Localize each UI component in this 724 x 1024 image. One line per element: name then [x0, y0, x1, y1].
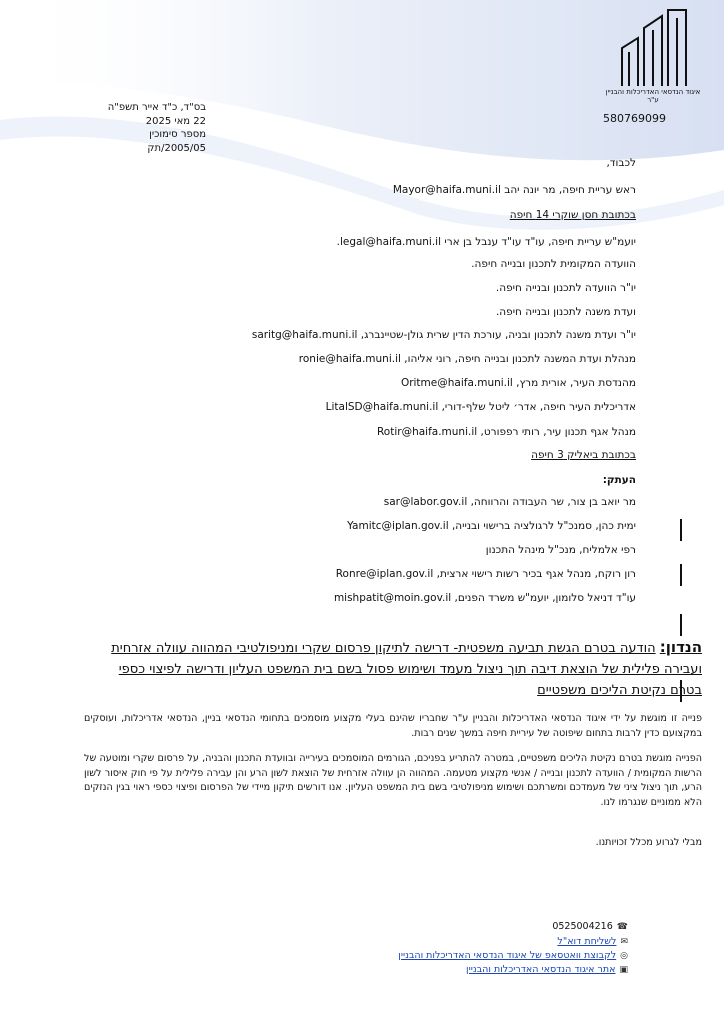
- association-status-line: ע"ר: [647, 96, 659, 104]
- phone-icon: ☎: [616, 922, 628, 932]
- copy-label: העתק:: [602, 474, 636, 486]
- reference-number: מספר סימוכין 2005/05/תק: [147, 129, 206, 154]
- copy-line: ימית כהן, סמנכ"ל לרגולציה ברישוי ובנייה, Yamitc@iplan.gov.il: [347, 520, 636, 532]
- contact-whatsapp[interactable]: [398, 949, 628, 963]
- addressee-line: יו"ר הוועדה לתכנון ובנייה חיפה.: [495, 282, 636, 294]
- margin-change-bar: [680, 519, 682, 541]
- body-paragraph: הפנייה מוגשת בטרם נקיטת הליכים משפטיים, במטרה להתריע בפניכם, הגורמים המוסמכים בעירייה ובוועדת התכנון והבניה, על פרסום שקרי ומוטעה של הרשות המקומית / הוועדה לתכנון ובנייה / אנשי מקצוע מטעמה. המהווה הן עוולה אזרחית של הוצאת לשון הרע והן עבירה פלילית על פי חוק איסור לשון הרע, תוך ניצול ציני של מעמדכם ומשרתכם ושימוש מניפולטיבי בשם בית המשפט העליון. אנו דורשים תיקון מיידי של הפרסום ופיצוי כספי ראוי בגין הנזקים הלא ממוניים שנגרמו לנו.: [84, 753, 702, 808]
- addressee-line: מנהלת ועדת המשנה לתכנון ובנייה חיפה, רוני אליהו, ronie@haifa.muni.il: [298, 353, 636, 365]
- association-logo: [616, 8, 688, 88]
- addressee-line: ועדת משנה לתכנון ובנייה חיפה.: [495, 306, 636, 318]
- whatsapp-group-link[interactable]: לקבוצת וואטסאפ של איגוד הנדסאי האדריכלות והבניין: [398, 950, 617, 961]
- date-block: [88, 101, 206, 155]
- addressee-line: מהנדסת העיר, אורית מרץ, Oritme@haifa.muni.il: [400, 377, 636, 389]
- body-paragraph: מבלי לגרוע מכלל זכויותנו.: [595, 837, 702, 848]
- addressee-line: מנהל אגף תכנון עיר, רותי רפפורט, Rotir@haifa.muni.il: [376, 426, 636, 438]
- address-line: בכתובת חסן שוקרי 14 חיפה: [509, 209, 636, 221]
- contact-website[interactable]: [466, 963, 628, 977]
- subject-label: הנדון:: [659, 638, 702, 656]
- copy-line: רון רוקח, מנהל אגף בכיר רשות רישוי ארצית, Ronre@iplan.gov.il: [335, 568, 636, 580]
- copy-line: רפי אלמליח, מנכ"ל מינהל התכנון: [485, 544, 636, 556]
- subject-block: [90, 637, 702, 701]
- phone-number: 0525004216: [552, 921, 613, 932]
- hebrew-date: בס"ד, כ"ד אייר תשפ"ה: [107, 102, 206, 113]
- envelope-icon: ✉: [620, 937, 628, 947]
- greeting: לכבוד,: [606, 157, 636, 169]
- copy-line: מר יואב בן צור, שר העבודה והרווחה, sar@labor.gov.il: [383, 496, 636, 508]
- subject-text: הודעה בטרם הגשת תביעה משפטית- דרישה לתיקון פרסום שקרי ומניפולטיבי המהווה עוולה אזרחית ועבירה פלילית של הוצאת דיבה תוך ניצול מעמד ושימוש פסול בשם בית המשפט העליון ודרישה לפיצוי כספי בטרם נקיטת הליכים משפטיים: [111, 641, 702, 698]
- addressee-line: יו"ר ועדת משנה לתכנון ובניה, עורכת הדין שרית גולן-שטיינברג, saritg@haifa.muni.il: [251, 329, 636, 341]
- email-link[interactable]: לשליחת דוא"ל: [557, 936, 617, 947]
- margin-change-bar: [680, 564, 682, 586]
- addressee-line: אדריכלית העיר חיפה, אדר׳ ליטל שלף-דורי, LitalSD@haifa.muni.il: [325, 401, 636, 413]
- contact-phone: [552, 920, 628, 934]
- body-paragraph: פנייה זו מוגשת על ידי איגוד הנדסאי האדריכלות והבניין ע"ר שחבריו שהינם בעלי מקצוע מוסמכים בתחומי הנדסאי בניין, הנדסאי אדריכלות, ועוסקים במקצועם כדין לרבות בתחום שיפוטה של עיריית חיפה במשך שנים רבות.: [84, 713, 702, 739]
- addressee-line: הוועדה המקומית לתכנון ובנייה חיפה.: [471, 258, 636, 270]
- margin-change-bar: [680, 614, 682, 636]
- contact-email[interactable]: [557, 935, 628, 949]
- gregorian-date: 22 מאי 2025: [145, 115, 206, 127]
- address-line: בכתובת ביאליק 3 חיפה: [531, 449, 636, 461]
- association-name: [592, 88, 714, 104]
- copy-line: עו"ד דניאל סלומון, יועמ"ש משרד הפנים, mishpatit@moin.gov.il: [333, 592, 636, 604]
- addressee-line: ראש עריית חיפה, מר יונה יהב Mayor@haifa.muni.il: [392, 184, 636, 196]
- website-link[interactable]: אתר איגוד הנדסאי האדריכלות והבניין: [466, 964, 616, 975]
- whatsapp-icon: ◎: [620, 951, 628, 961]
- association-id: 580769099: [603, 112, 666, 125]
- association-name-line: איגוד הנדסאי האדריכלות והבניין: [605, 88, 701, 96]
- addressee-line: יועמ"ש עריית חיפה, עו"ד עו"ד ענבל בן ארי legal@haifa.muni.il.: [336, 236, 636, 248]
- website-icon: ▣: [619, 965, 628, 975]
